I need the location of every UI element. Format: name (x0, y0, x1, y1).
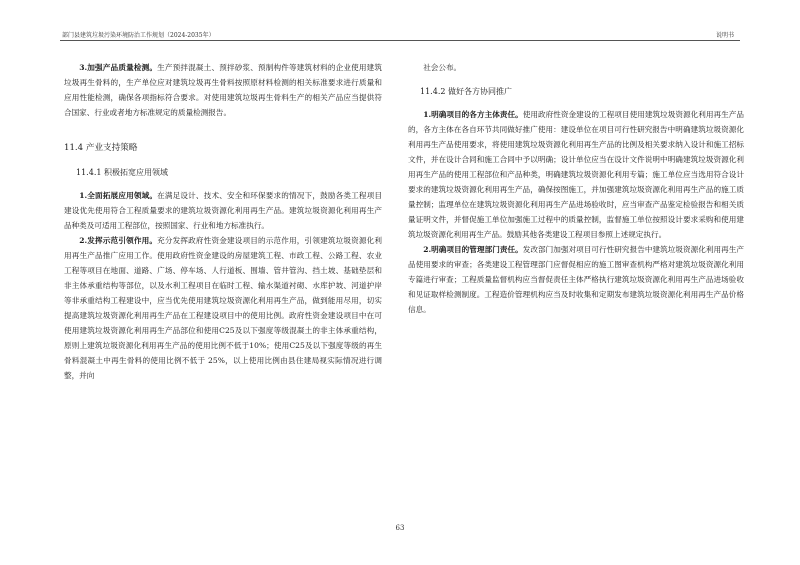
management-responsibility-paragraph (408, 242, 744, 317)
header-divider (60, 40, 740, 41)
paragraph-body: 在满足设计、技术、安全和环保要求的情况下，鼓励各类工程项目建设优先使用符合工程质量要求的建筑垃圾资源化利用再生产品。建筑垃圾资源化利用再生产品种类及可适用工程部位，按照国家、行业和地方标准执行。 (64, 191, 382, 230)
subsection-heading: 11.4.2 做好各方协同推广 (420, 87, 512, 96)
paragraph-body: 发改部门加强对项目可行性研究报告中建筑垃圾资源化利用再生产品使用要求的审查；各类建设工程管理部门应督促相应的施工图审查机构严格对建筑垃圾资源化利用专篇进行审查；工程质量监督机构应当督促责任主体严格执行建筑垃圾资源化利用再生产品进场验收和见证取样检测制度。工程造价管理机构应当及时收集和定期发布建筑垃圾资源化利用再生产品价格信息。 (408, 245, 744, 314)
section-heading: 11.4 产业支持策略 (64, 143, 138, 153)
continued-text: 社会公布。 (423, 63, 462, 72)
paragraph-body: 生产预拌混凝土、预拌砂浆、预制构件等建筑材料的企业使用建筑垃圾再生骨料的，生产单位应对建筑垃圾再生骨料按照原材料检测的相关标准要求进行质量和应用性能检测，确保各项指标符合要求。对使用建筑垃圾再生骨料生产的相关产品应当提供符合国家、行业或者地方标准规定的质量检测报告。 (64, 63, 382, 117)
quality-paragraph (64, 60, 382, 120)
expand-application-paragraph (64, 188, 382, 233)
paragraph-title: 1.明确项目的各方主体责任。 (423, 110, 523, 119)
subsection-heading: 11.4.1 积极拓宽应用领域 (76, 168, 168, 177)
left-column (64, 60, 382, 383)
stakeholder-responsibility-paragraph (408, 107, 744, 242)
paragraph-title: 2.明确项目的管理部门责任。 (423, 245, 523, 254)
paragraph-body: 使用政府性资金建设的工程项目使用建筑垃圾资源化利用再生产品的，各方主体在各自环节共同做好推广使用：建设单位在项目可行性研究报告中明确建筑垃圾资源化利用再生产品使用要求，将使用建筑垃圾资源化利用再生产品的比例及相关要求纳入设计和施工招标文件，并在设计合同和施工合同中予以明确；设计单位应当在设计文件说明中明确建筑垃圾资源化利用再生产品的使用工程部位和产品种类，明确建筑垃圾资源化利用专篇；施工单位应当选用符合设计要求的建筑垃圾资源化利用再生产品，确保按图施工，并加强建筑垃圾资源化利用再生产品的施工质量控制；监理单位在建筑垃圾资源化利用再生产品进场验收时，应当审查产品鉴定检验报告和相关质量证明文件，并督促施工单位加强施工过程中的质量控制，监督施工单位按照设计要求采购和使用建筑垃圾资源化利用再生产品。鼓励其他各类建设工程项目参照上述规定执行。 (408, 110, 744, 239)
paragraph-title: 3.加强产品质量检测。 (79, 63, 158, 72)
right-column (408, 60, 744, 317)
demonstration-paragraph (64, 233, 382, 383)
paragraph-title: 1.全面拓展应用领域。 (79, 191, 158, 200)
document-title-header: 部门县建筑垃圾污染环境防治工作规划（2024-2035年） (62, 32, 215, 39)
paragraph-title: 2.发挥示范引领作用。 (79, 236, 158, 245)
section-type-header: 说明书 (715, 32, 734, 39)
page-number: 63 (395, 524, 405, 532)
paragraph-body: 充分发挥政府性资金建设项目的示范作用，引领建筑垃圾资源化利用再生产品推广应用工作。使用政府性资金建设的房屋建筑工程、市政工程、公路工程、农业工程等项目在地面、道路、广场、停车场、人行道板、围墙、管井管沟、挡土坡、基础垫层和非主体承重结构等部位，以及水利工程项目在临时工程、输水渠道衬砌、水库护坡、河道护岸等非承重结构工程建设中，应当优先使用建筑垃圾资源化利用再生产品，做到能用尽用，切实提高建筑垃圾资源化利用再生产品在工程建设项目中的使用比例。政府性资金建设项目中在可使用建筑垃圾资源化利用再生产品部位和使用C25及以下强度等级混凝土的非主体承重结构，原则上建筑垃圾资源化利用再生产品的使用比例不低于10%；使用C25及以下强度等级的再生骨料混凝土中再生骨料的使用比例不低于 25%，以上使用比例由县住建局视实际情况进行调整，并向 (64, 236, 382, 380)
